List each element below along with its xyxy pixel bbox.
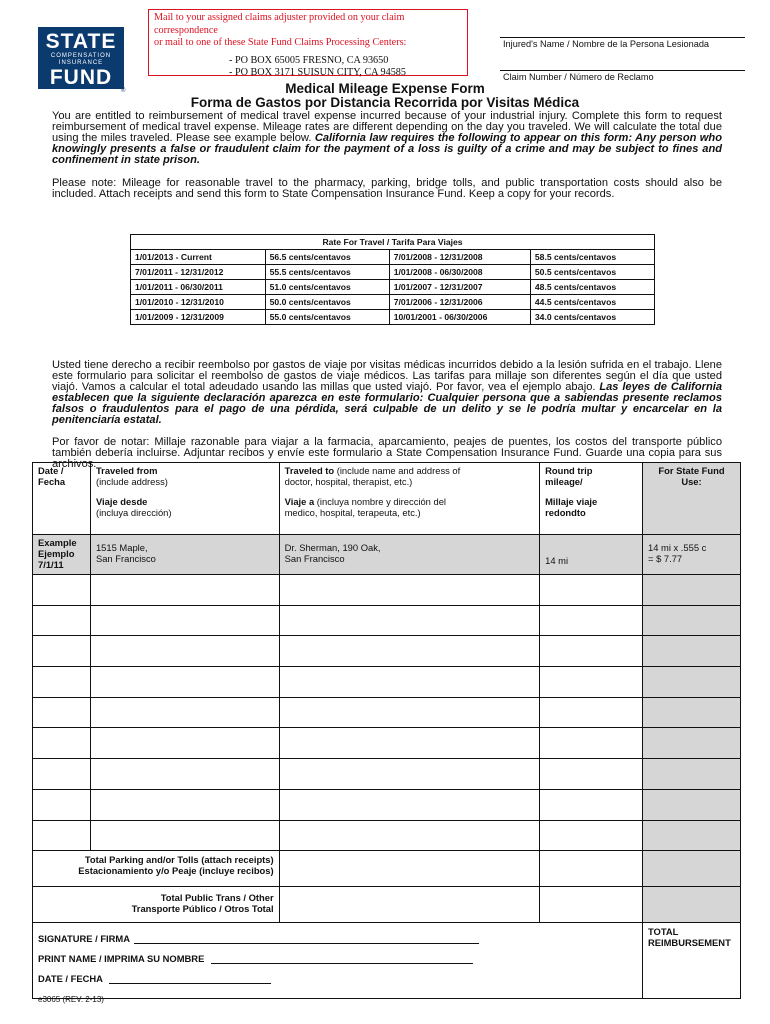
rate-value: 55.5 cents/centavos [265, 265, 389, 280]
rate-period: 7/01/2011 - 12/31/2012 [131, 265, 266, 280]
public-trans-blank [540, 887, 643, 923]
date-header-en: Date / [38, 465, 64, 476]
entry-fund-use [642, 820, 740, 851]
logo-state: STATE [45, 30, 117, 53]
entry-to[interactable] [279, 575, 539, 606]
example-label-es: Ejemplo [38, 548, 75, 559]
rate-row [131, 295, 655, 310]
entry-from[interactable] [90, 728, 279, 759]
example-calc-1: 14 mi x .555 c [647, 542, 707, 553]
rate-value: 44.5 cents/centavos [530, 295, 654, 310]
rate-period: 10/01/2001 - 06/30/2006 [389, 310, 530, 325]
entry-date[interactable] [33, 667, 91, 698]
example-miles: 14 mi [540, 535, 643, 575]
date-input[interactable] [109, 983, 271, 984]
example-from-2: San Francisco [95, 553, 156, 564]
entry-to[interactable] [279, 759, 539, 790]
intro-paragraph-en [52, 111, 722, 166]
entry-from[interactable] [90, 667, 279, 698]
logo-fund: FUND [49, 66, 113, 89]
to-es-sub: medico, hospital, terapeuta, etc.) [284, 507, 421, 518]
rate-value: 48.5 cents/centavos [530, 280, 654, 295]
rate-row [131, 250, 655, 265]
entry-row[interactable] [33, 605, 741, 636]
example-calculation [642, 535, 740, 575]
entry-row[interactable] [33, 759, 741, 790]
entry-miles[interactable] [540, 728, 643, 759]
public-trans-label [33, 887, 280, 923]
total-label-2: REIMBURSEMENT [647, 937, 731, 949]
print-name-input[interactable] [211, 963, 473, 964]
entry-to[interactable] [279, 667, 539, 698]
rate-table-header: Rate For Travel / Tarifa Para Viajes [131, 235, 655, 250]
rate-value: 55.0 cents/centavos [265, 310, 389, 325]
signature-label: SIGNATURE / FIRMA [38, 933, 130, 945]
mileage-table [32, 462, 741, 999]
example-from [90, 535, 279, 575]
entry-from[interactable] [90, 605, 279, 636]
entry-row[interactable] [33, 636, 741, 667]
entry-fund-use [642, 697, 740, 728]
public-trans-row [33, 887, 741, 923]
entry-fund-use [642, 575, 740, 606]
parking-row [33, 851, 741, 887]
rate-period: 1/01/2010 - 12/31/2010 [131, 295, 266, 310]
mailing-instructions-box [148, 9, 468, 76]
example-to-2: San Francisco [284, 553, 345, 564]
injured-name-field[interactable] [500, 37, 745, 49]
mail-line-1: Mail to your assigned claims adjuster provided on your claim correspondence [154, 12, 405, 36]
entry-fund-use [642, 636, 740, 667]
from-es-sub: (incluya dirección) [95, 507, 172, 518]
form-revision: e3065 (REV. 2-13) [38, 995, 104, 1004]
rate-value: 50.0 cents/centavos [265, 295, 389, 310]
example-calc-2: = $ 7.77 [647, 553, 683, 564]
parking-label-es: Estacionamiento y/o Peaje (incluye recibos) [78, 865, 274, 877]
po-box-suisun: - PO BOX 3171 SUISUN CITY, CA 94585 [229, 67, 406, 78]
entry-miles[interactable] [540, 697, 643, 728]
intro-es-text: Usted tiene derecho a recibir reembolso por gastos de viaje por visitas médicas incurridos debido a la lesión sufrida en el trabajo. Llene este formulario para solicitar el reembolso de gastos de viaje médicos. Las tarifas para millaje son diferentes según el día que usted viajó. Vamos a calcular el total adeudado usando las millas que usted viajó. Por favor, vea el ejemplo abajo. [52, 359, 722, 393]
example-date: 7/1/11 [38, 559, 64, 570]
entry-row[interactable] [33, 789, 741, 820]
entry-to[interactable] [279, 636, 539, 667]
fund-use-1: For State Fund [658, 465, 725, 476]
entry-to[interactable] [279, 697, 539, 728]
intro-en-text: You are entitled to reimbursement of medical travel expense incurred because of your industrial injury. Complete this form to request reimbursement of medical travel expense. Mileage rates are different depending on the day you traveled. We will calculate the total due using the miles traveled. Please see example below. [52, 110, 722, 144]
entry-fund-use [642, 789, 740, 820]
entry-to[interactable] [279, 820, 539, 851]
note-paragraph-en: Please note: Mileage for reasonable travel to the pharmacy, parking, bridge tolls, and public transportation costs should also be included. Attach receipts and send this form to State Compensation Insurance Fund. Keep a copy for your records. [52, 177, 722, 200]
rate-period: 1/01/2008 - 06/30/2008 [389, 265, 530, 280]
entry-row[interactable] [33, 667, 741, 698]
trip-es2: redondto [545, 507, 586, 518]
total-label-1: TOTAL [647, 926, 679, 938]
entry-date[interactable] [33, 728, 91, 759]
rate-period: 1/01/2009 - 12/31/2009 [131, 310, 266, 325]
entry-date[interactable] [33, 789, 91, 820]
entry-row[interactable] [33, 820, 741, 851]
to-es: Viaje a [284, 496, 315, 507]
parking-blank [540, 851, 643, 887]
form-title-en: Medical Mileage Expense Form [285, 81, 485, 96]
from-en: Traveled from [95, 465, 158, 476]
entry-miles[interactable] [540, 759, 643, 790]
entry-miles[interactable] [540, 789, 643, 820]
entry-from[interactable] [90, 789, 279, 820]
mail-line-2: or mail to one of these State Fund Claims Processing Centers: [154, 37, 407, 48]
to-en: Traveled to [284, 465, 335, 476]
entry-date[interactable] [33, 759, 91, 790]
date-label: DATE / FECHA [38, 973, 103, 985]
trip-en2: mileage/ [545, 476, 583, 487]
rate-period: 1/01/2013 - Current [131, 250, 266, 265]
entry-fund-use [642, 667, 740, 698]
entry-from[interactable] [90, 636, 279, 667]
entry-row[interactable] [33, 575, 741, 606]
entry-date[interactable] [33, 820, 91, 851]
entry-from[interactable] [90, 697, 279, 728]
rate-value: 51.0 cents/centavos [265, 280, 389, 295]
entry-miles[interactable] [540, 667, 643, 698]
trip-es: Millaje viaje [545, 496, 598, 507]
print-name-line[interactable] [38, 953, 637, 964]
rate-period: 1/01/2011 - 06/30/2011 [131, 280, 266, 295]
parking-label [33, 851, 280, 887]
rate-table [130, 234, 655, 325]
date-header-es: Fecha [38, 476, 66, 487]
table-header-row [33, 463, 741, 535]
entry-fund-use [642, 728, 740, 759]
to-es-rest: (incluya nombre y dirección del [314, 496, 447, 507]
from-en-sub: (include address) [95, 476, 168, 487]
rate-value: 50.5 cents/centavos [530, 265, 654, 280]
entry-from[interactable] [90, 575, 279, 606]
po-box-fresno: - PO BOX 65005 FRESNO, CA 93650 [229, 54, 389, 66]
logo-insurance: INSURANCE [58, 60, 104, 66]
public-trans-label-en: Total Public Trans / Other [160, 892, 274, 904]
state-fund-logo [38, 27, 124, 89]
note-paragraph-es: Por favor de notar: Millaje razonable para viajar a la farmacia, aparcamiento, peajes de puentes, los costos del transporte público también debería incluirse. Adjuntar recibos y envíe este formulario a State Compensation Insurance Fund. Guarde una copia para sus archivos. [52, 436, 722, 470]
from-es: Viaje desde [95, 496, 148, 507]
parking-label-en: Total Parking and/or Tolls (attach receipts) [84, 854, 274, 866]
example-row [33, 535, 741, 575]
registered-mark: ® [121, 88, 126, 94]
rate-value: 56.5 cents/centavos [265, 250, 389, 265]
rate-value: 34.0 cents/centavos [530, 310, 654, 325]
signature-input[interactable] [134, 943, 479, 944]
traveled-from-header [90, 463, 279, 535]
trip-en: Round trip [545, 465, 593, 476]
rate-period: 1/01/2007 - 12/31/2007 [389, 280, 530, 295]
state-fund-use-header [642, 463, 740, 535]
entry-miles[interactable] [540, 636, 643, 667]
entry-row[interactable] [33, 697, 741, 728]
to-en-sub: doctor, hospital, therapist, etc.) [284, 476, 413, 487]
entry-miles[interactable] [540, 575, 643, 606]
date-header [33, 463, 91, 535]
public-trans-label-es: Transporte Público / Otros Total [131, 903, 274, 915]
traveled-to-header [279, 463, 539, 535]
public-trans-amount[interactable] [279, 887, 539, 923]
entry-miles[interactable] [540, 820, 643, 851]
example-label [33, 535, 91, 575]
entry-from[interactable] [90, 820, 279, 851]
total-reimbursement [642, 923, 740, 999]
intro-paragraph-es [52, 360, 722, 426]
entry-to[interactable] [279, 728, 539, 759]
rate-value: 58.5 cents/centavos [530, 250, 654, 265]
example-to [279, 535, 539, 575]
entry-miles[interactable] [540, 605, 643, 636]
example-to-1: Dr. Sherman, 190 Oak, [284, 542, 381, 553]
rate-row [131, 310, 655, 325]
injured-name-label: Injured's Name / Nombre de la Persona Lesionada [503, 39, 710, 49]
signature-row [33, 923, 741, 999]
round-trip-header [540, 463, 643, 535]
entry-date[interactable] [33, 697, 91, 728]
entry-to[interactable] [279, 605, 539, 636]
rate-period: 7/01/2006 - 12/31/2006 [389, 295, 530, 310]
example-from-1: 1515 Maple, [95, 542, 148, 553]
claim-number-label: Claim Number / Número de Reclamo [503, 72, 654, 82]
example-label-en: Example [38, 537, 77, 548]
entry-to[interactable] [279, 789, 539, 820]
signature-line[interactable] [38, 933, 637, 944]
intro-en-legal: California law requires the following to appear on this form: Any person who knowingly presents a false or fraudulent claim for the payment of a loss is guilty of a crime and may be subject to fines and confinement in state prison. [52, 132, 722, 166]
entry-fund-use [642, 605, 740, 636]
entry-date[interactable] [33, 605, 91, 636]
to-en-rest: (include name and address of [334, 465, 461, 476]
form-title-es: Forma de Gastos por Distancia Recorrida por Visitas Médica [190, 95, 580, 110]
rate-row [131, 280, 655, 295]
entry-from[interactable] [90, 759, 279, 790]
date-line[interactable] [38, 973, 637, 984]
fund-use-2: Use: [681, 476, 702, 487]
print-name-label: PRINT NAME / IMPRIMA SU NOMBRE [38, 953, 205, 965]
parking-amount[interactable] [279, 851, 539, 887]
rate-period: 7/01/2008 - 12/31/2008 [389, 250, 530, 265]
rate-row [131, 265, 655, 280]
signature-block [33, 923, 643, 999]
logo-compensation: COMPENSATION [50, 53, 112, 59]
entry-date[interactable] [33, 636, 91, 667]
parking-fund-use [642, 851, 740, 887]
intro-es-legal: Las leyes de California establecen que la siguiente declaración aparezca en este formulario: Cualquier persona que a sabiendas presente reclamos falsos o fraudulentos para el pago de una pérdida, será culpable de un delito y se le podría multar y encarcelar en la penitenciaría estatal. [52, 381, 722, 426]
entry-row[interactable] [33, 728, 741, 759]
entry-fund-use [642, 759, 740, 790]
public-trans-fund-use [642, 887, 740, 923]
entry-date[interactable] [33, 575, 91, 606]
